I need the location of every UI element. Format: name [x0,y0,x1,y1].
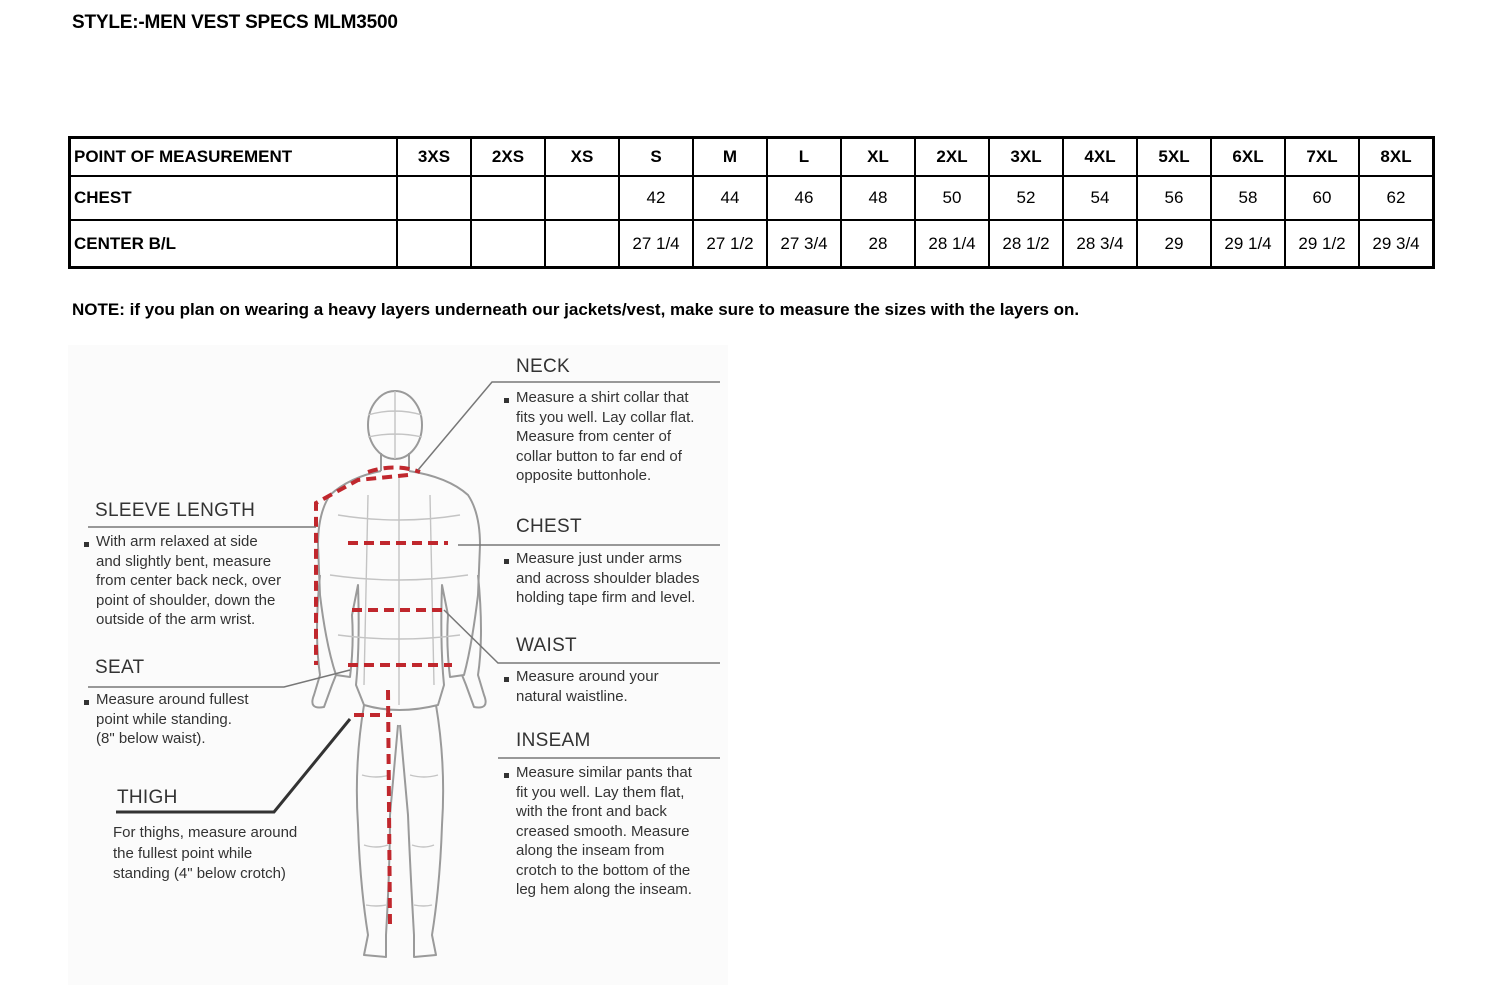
table-cell: 29 [1137,220,1211,268]
sleeve-length-instructions: With arm relaxed at side and slightly bent, measure from center back neck, over point of shoulder, down the outside of the arm wrist. [96,533,282,628]
bullet-icon [84,700,89,705]
bullet-icon [504,677,509,682]
table-cell [545,220,619,268]
bullet-icon [504,398,509,403]
column-header: S [619,138,693,177]
table-cell: 28 [841,220,915,268]
row-label: CENTER B/L [70,220,398,268]
column-header: 2XS [471,138,545,177]
table-cell: 27 1/2 [693,220,767,268]
table-cell: 60 [1285,176,1359,220]
column-header: 3XL [989,138,1063,177]
bullet-icon [504,559,509,564]
neck-instructions: Measure a shirt collar that fits you well. Lay collar flat. Measure from center of collar button to far end of opposite buttonhole. [516,389,695,484]
sleeve-measure-line [316,475,408,665]
table-cell: 62 [1359,176,1434,220]
column-header: 4XL [1063,138,1137,177]
chest-heading: CHEST [516,516,582,537]
column-header: 3XS [397,138,471,177]
column-header: 7XL [1285,138,1359,177]
column-header: L [767,138,841,177]
column-header: 6XL [1211,138,1285,177]
inseam-heading: INSEAM [516,730,591,751]
table-cell: 42 [619,176,693,220]
column-header: 5XL [1137,138,1211,177]
right-arm-outline [462,575,486,708]
column-header: M [693,138,767,177]
table-cell: 28 1/4 [915,220,989,268]
table-cell [545,176,619,220]
table-cell: 48 [841,176,915,220]
table-cell: 50 [915,176,989,220]
column-header: 2XL [915,138,989,177]
column-header: 8XL [1359,138,1434,177]
table-cell: 56 [1137,176,1211,220]
thigh-instructions: For thighs, measure around the fullest point while standing (4" below crotch) [113,824,298,882]
waist-instructions: Measure around your natural waistline. [516,668,659,705]
column-header: XS [545,138,619,177]
row-label: CHEST [70,176,398,220]
table-cell: 28 1/2 [989,220,1063,268]
table-cell: 29 1/4 [1211,220,1285,268]
waist-heading: WAIST [516,635,577,656]
table-cell [397,220,471,268]
table-cell: 27 3/4 [767,220,841,268]
column-header: POINT OF MEASUREMENT [70,138,398,177]
page-title: STYLE:-MEN VEST SPECS MLM3500 [72,12,398,33]
table-cell: 44 [693,176,767,220]
thigh-heading: THIGH [117,787,178,808]
neck-heading: NECK [516,356,570,377]
table-cell: 27 1/4 [619,220,693,268]
table-cell: 54 [1063,176,1137,220]
layering-note: NOTE: if you plan on wearing a heavy layers underneath our jackets/vest, make sure to measure the sizes with the layers on. [72,300,1080,319]
left-arm-outline [312,575,336,708]
table-cell [471,176,545,220]
waist-leader-line [444,610,720,663]
bullet-icon [84,542,89,547]
table-cell: 58 [1211,176,1285,220]
seat-instructions: Measure around fullest point while standing. (8" below waist). [96,691,249,747]
sleeve-length-heading: SLEEVE LENGTH [95,500,256,521]
table-header-row [70,138,1434,177]
table-cell: 29 1/2 [1285,220,1359,268]
right-leg-outline [400,705,443,957]
chest-instructions: Measure just under arms and across shoulder blades holding tape firm and level. [516,550,700,606]
table-cell: 52 [989,176,1063,220]
table-cell: 46 [767,176,841,220]
seat-heading: SEAT [95,657,145,678]
table-cell: 28 3/4 [1063,220,1137,268]
measurement-guide [68,345,728,985]
bullet-icon [504,773,509,778]
column-header: XL [841,138,915,177]
table-cell: 29 3/4 [1359,220,1434,268]
table-cell [397,176,471,220]
table-row [70,220,1434,268]
inseam-measure-line [388,690,390,925]
table-row [70,176,1434,220]
size-spec-table [68,136,1435,269]
table-cell [471,220,545,268]
inseam-instructions: Measure similar pants that fit you well. Lay them flat, with the front and back creased smooth. Measure along the inseam from crotch to the bottom of the leg hem along the inseam. [516,764,692,898]
